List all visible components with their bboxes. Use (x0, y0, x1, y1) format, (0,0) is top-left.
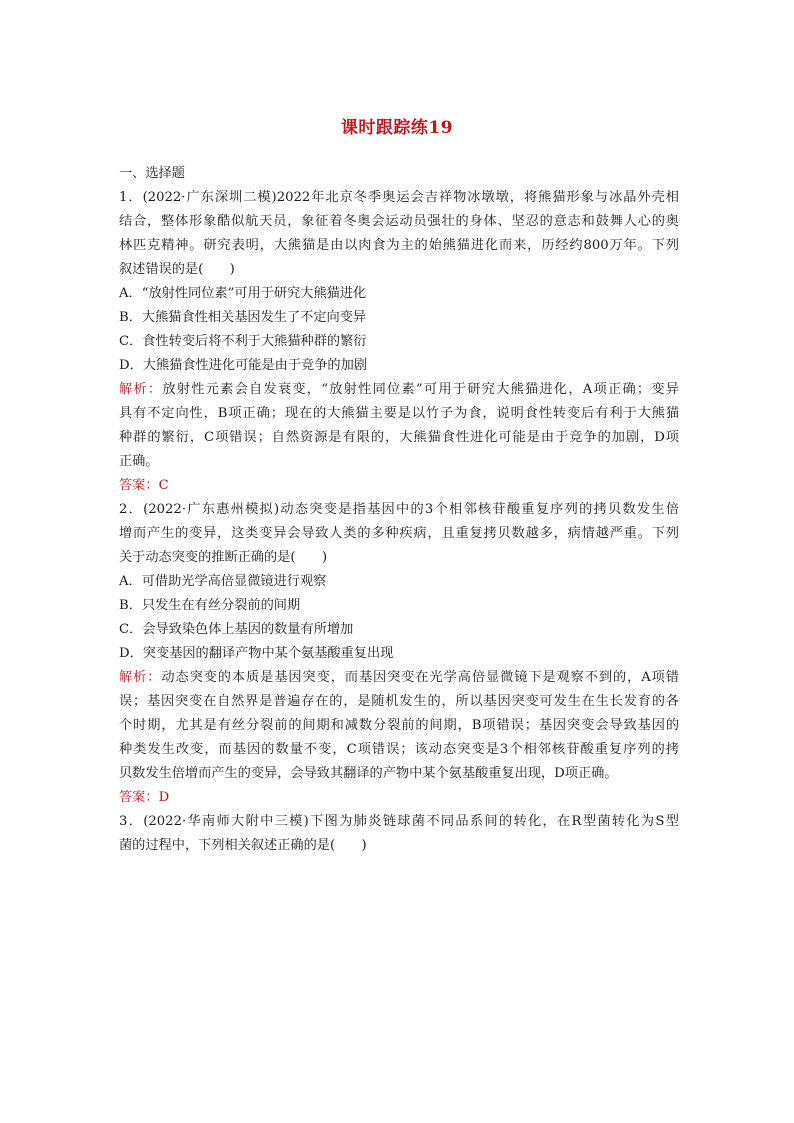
analysis-label: 解析： (119, 382, 163, 397)
question-1-stem (119, 186, 679, 282)
question-3-line: 菌的过程中，下列相关叙述正确的是( ) (119, 838, 367, 853)
question-2-analysis-line: 误；基因突变在自然界是普遍存在的，是随机发生的，所以基因突变可发生在生长发育的各 (119, 694, 679, 709)
answer-label: 答案： (119, 478, 159, 493)
question-1-line: 结合，整体形象酷似航天员，象征着冬奥会运动员强壮的身体、坚忍的意志和鼓舞人心的奥 (119, 214, 679, 229)
question-2-line: 增而产生的变异，这类变异会导致人类的多种疾病，且重复拷贝数越多，病情越严重。下列 (119, 526, 679, 541)
question-2-analysis-line (119, 666, 679, 690)
question-2-analysis-line: 种类发生改变，而基因的数量不变，C项错误；该动态突变是3个相邻核苷酸重复序列的拷 (119, 742, 679, 757)
question-2-line: 关于动态突变的推断正确的是( ) (119, 550, 328, 565)
question-1-line: 叙述错误的是( ) (119, 262, 235, 277)
answer-value: D (158, 790, 170, 805)
section-heading: 一、选择题 (119, 166, 185, 181)
question-1-option-c: C．食性转变后将不利于大熊猫种群的繁衍 (119, 334, 367, 349)
question-1-analysis (119, 378, 679, 474)
answer-value: C (158, 478, 169, 493)
question-2-option-d: D．突变基因的翻译产物中某个氨基酸重复出现 (119, 646, 394, 661)
question-3-line: 3．(2022·华南师大附中三模)下图为肺炎链球菌不同品系间的转化，在R型菌转化为S型 (119, 814, 679, 829)
question-3-stem (119, 810, 679, 858)
answer-label: 答案： (119, 790, 159, 805)
question-2-analysis-line: 个时期，尤其是有丝分裂前的间期和减数分裂前的间期，B项错误；基因突变会导致基因的 (119, 718, 679, 733)
question-2-analysis-line: 贝数发生倍增而产生的变异，会导致其翻译的产物中某个氨基酸重复出现，D项正确。 (119, 766, 618, 781)
question-1-analysis-line (119, 378, 679, 402)
document-body (119, 162, 679, 858)
question-2-stem (119, 498, 679, 570)
question-2-line: 2．(2022·广东惠州模拟)动态突变是指基因中的3个相邻核苷酸重复序列的拷贝数发生倍 (119, 502, 679, 517)
question-1-option-a: A．“放射性同位素”可用于研究大熊猫进化 (119, 286, 367, 301)
question-2-option-c: C．会导致染色体上基因的数量有所增加 (119, 622, 354, 637)
question-2-option-b: B．只发生在有丝分裂前的间期 (119, 598, 301, 613)
question-2-option-a: A．可借助光学高倍显微镜进行观察 (119, 574, 327, 589)
question-1-option-b: B．大熊猫食性相关基因发生了不定向变异 (119, 310, 367, 325)
question-1-line: 林匹克精神。研究表明，大熊猫是由以肉食为主的始熊猫进化而来，历经约800万年。下列 (119, 238, 679, 253)
question-1-analysis-line: 正确。 (119, 454, 159, 469)
question-2-analysis (119, 666, 679, 786)
analysis-label: 解析： (119, 670, 162, 685)
question-1-line: 1．(2022·广东深圳二模)2022年北京冬季奥运会吉祥物冰墩墩，将熊猫形象与冰晶外壳相 (119, 190, 679, 205)
question-1-analysis-line: 具有不定向性，B项正确；现在的大熊猫主要是以竹子为食，说明食性转变后有利于大熊猫 (119, 406, 679, 421)
question-1-analysis-line: 种群的繁衍，C项错误；自然资源是有限的，大熊猫食性进化可能是由于竞争的加剧，D项 (119, 430, 679, 445)
analysis-text: 放射性元素会自发衰变，“放射性同位素”可用于研究大熊猫进化，A项正确；变异 (162, 382, 679, 397)
analysis-text: 动态突变的本质是基因突变，而基因突变在光学高倍显微镜下是观察不到的，A项错 (161, 670, 679, 685)
page-title: 课时跟踪练19 (340, 118, 454, 138)
question-1-option-d: D．大熊猫食性进化可能是由于竞争的加剧 (119, 358, 367, 373)
question-1-answer (119, 474, 679, 498)
question-2-answer (119, 786, 679, 810)
